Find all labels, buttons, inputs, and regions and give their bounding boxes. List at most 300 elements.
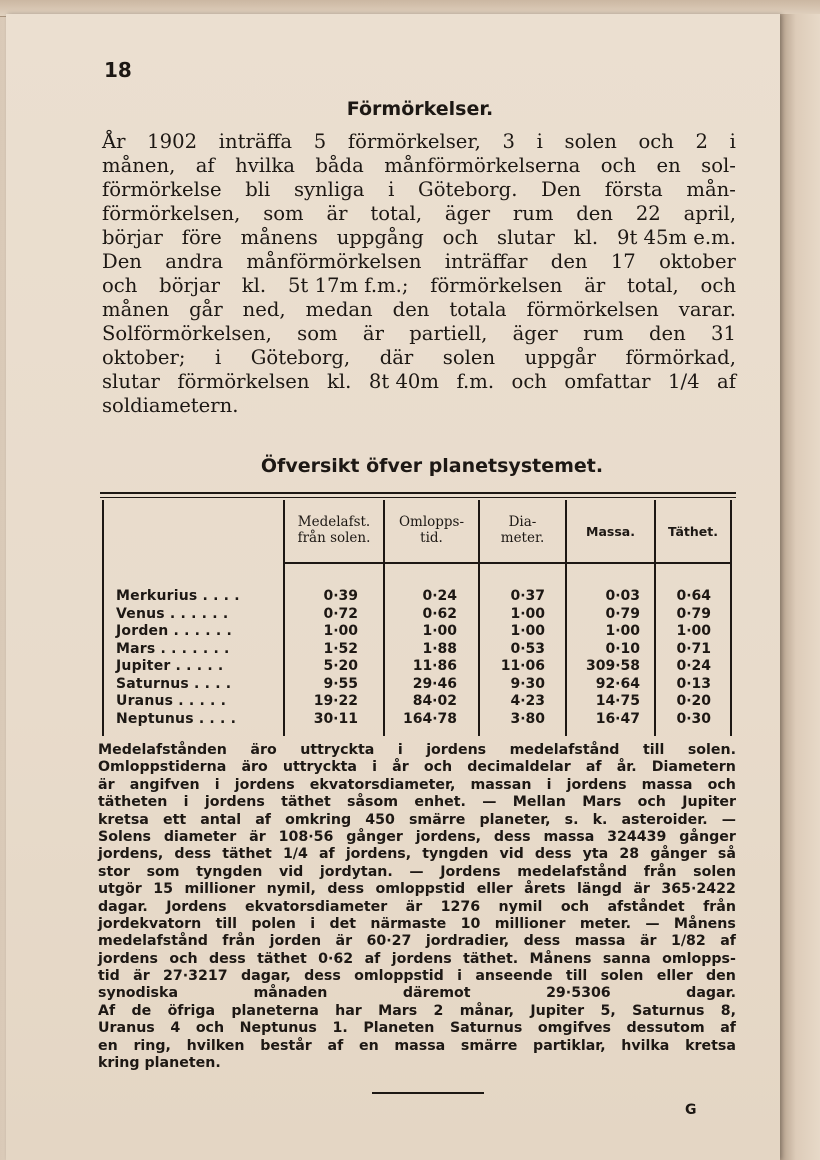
planet-name: Mars . . . . . . . [116,640,230,657]
word: börjar [102,226,163,249]
word: Jupiter [530,1002,585,1019]
word: år. [616,759,637,776]
word: dess [209,950,246,967]
word: jordens [391,950,452,967]
word: Göteborg. [418,178,518,201]
eclipses-line [102,274,736,298]
table-cell: 0·13 [676,675,711,692]
column-header [567,524,654,540]
word: eller [476,881,513,898]
word: och [638,130,674,153]
word: i [372,759,378,776]
word: är [326,202,348,225]
word: dagar. [98,898,148,915]
table-cell: 4·23 [510,693,545,709]
word: jordens [98,950,158,967]
eclipses-line [102,130,736,154]
word: eller [656,968,693,985]
word: jordekvatorn [98,915,202,932]
word: synliga [293,178,365,201]
notes-line [98,1055,736,1072]
word: månaden [253,985,328,1002]
word: täthet [222,846,272,863]
word: har [335,1002,362,1019]
word: massan [470,776,532,793]
word: 1/4 [282,846,308,863]
table-cell: 0·62 [422,605,457,622]
word: uttryckta [300,742,375,758]
word: gånger [679,828,736,845]
column-header [480,514,565,546]
word: består [260,1037,312,1054]
word: yta [582,846,609,863]
word: går [189,298,223,321]
table-cell: 9·30 [510,675,545,692]
word: antal [200,811,242,828]
next-page-edge [779,14,820,1160]
table-cell: 9·55 [323,675,358,692]
eclipses-line [102,322,736,346]
word: f.m. [456,370,495,393]
word: till [215,915,238,932]
word: Mars [378,1002,418,1019]
eclipses-paragraph [102,130,736,418]
table-cell: 92·64 [595,675,640,692]
word: enhet. [414,794,466,811]
word: kretsa [98,811,149,828]
word: anseende [475,968,553,985]
word: i [214,346,222,369]
word: Mellan [512,794,566,811]
table-cell: 1·00 [510,623,545,639]
word: Af [98,1002,116,1019]
word: i [214,776,220,793]
notes-line [98,881,736,898]
table-right-border [730,500,732,736]
word: och [102,274,138,297]
word: 1/82 [670,933,706,950]
word: öfriga [167,1002,216,1019]
column-header-text: från solen. [297,530,371,546]
word: år [392,759,409,776]
word: kl. [327,370,352,393]
word: 324439 [607,828,667,845]
word: är [639,933,657,950]
word: 27·3217 [163,968,228,985]
word: jordradier, [425,933,510,950]
word: längd [577,881,622,898]
word: uttryckta [282,759,358,776]
planet-name: Jorden . . . . . . [116,623,232,639]
word: Mars [582,794,622,811]
word: af [195,154,215,177]
table-cell: 309·58 [585,658,640,674]
word: — [721,811,736,828]
word: i [183,794,189,811]
word: 2 [433,1002,444,1019]
word: 17 [610,250,636,273]
word: — [482,794,497,811]
word: Saturnus [449,1020,523,1037]
notes-line [98,899,736,916]
word: och [637,794,666,811]
word: vid [279,863,304,880]
word: äger [512,322,558,345]
word: den [706,968,736,985]
word: angifven [129,776,200,793]
word: är [584,274,606,297]
word: den [576,202,614,225]
word: är [98,776,115,793]
column-header-text: meter. [500,530,545,546]
word: den [392,298,430,321]
word: omloppstid [375,881,466,898]
word: och [442,226,479,249]
word: är [133,968,150,985]
word: massa [641,776,693,793]
word: i [388,178,395,201]
word: som [146,863,180,880]
word: millioner [494,915,566,932]
word: och [700,274,736,297]
word: Jupiter [682,794,736,811]
word: bli [245,178,271,201]
notes-line [98,1020,736,1037]
table-cell: 0·30 [676,710,711,727]
column-header-text: Dia- [508,514,537,530]
word: 365·2422 [661,881,736,898]
word: i [457,968,462,985]
table-cell: 0·37 [510,588,545,604]
word: dess [493,828,531,845]
word: massa [574,933,626,950]
word: dess [534,846,572,863]
word: de [131,1002,152,1019]
word: täthet [281,794,331,811]
word: månar, [459,1002,515,1019]
word: Planeten [363,1020,435,1037]
table-top-rule-thin [100,497,736,498]
eclipses-line [102,250,736,274]
word: af [720,1020,736,1037]
word: en [358,1037,379,1054]
word: är [362,322,384,345]
word: som [263,202,304,225]
word: till [642,742,665,758]
word: 1/4 [668,370,700,393]
word: stor [98,863,130,880]
word: meter. [579,915,631,932]
eclipses-line [102,370,736,394]
word: rum [512,202,554,225]
word: förmörkad, [625,346,736,369]
word: Jordens [166,898,227,915]
word: 450 [365,811,395,828]
word: massa [394,1037,446,1054]
table-left-border [102,500,104,736]
word: förmörkelsen, [102,202,241,225]
word: äro [250,742,277,758]
word: 31 [710,322,736,345]
word: förmörkelser, [347,130,481,153]
word: till [565,968,588,985]
word: 9t 45m e.m. [616,226,736,249]
word: Göteborg, [250,346,351,369]
table-cell: 0·20 [676,693,711,709]
word: slutar [102,370,160,393]
word: jordens [426,742,487,758]
word: diameter [163,828,237,845]
word: dessutom [626,1020,705,1037]
word: nymil [498,898,543,915]
word: synodiska [98,985,179,1002]
table-cell: 1·88 [422,640,457,657]
word: och [169,950,198,967]
table-cell: 3·80 [510,710,545,727]
table-cell: 164·78 [402,710,457,727]
word: 15 [153,881,174,898]
table-cell: 0·39 [323,588,358,604]
word: sanna [602,950,651,967]
word: Månens [529,950,592,967]
word: vid [499,846,524,863]
word: förmörkelse [102,178,222,201]
word: planeten. [144,1055,221,1072]
word: medelafstånd [98,933,208,950]
word: hvilken [186,1037,245,1054]
word: ekvatorsdiameter [245,898,388,915]
table-top-rule [100,492,736,494]
word: total, [370,202,423,225]
table-cell: 0·24 [676,658,711,674]
end-rule [372,1092,484,1094]
notes-line [98,812,736,829]
table-cell: 1·00 [323,623,358,639]
table-cell: 1·00 [605,623,640,639]
notes-line [98,777,736,794]
word: slutar [496,226,555,249]
word: varar. [678,298,736,321]
word: af [720,933,736,950]
word: förmörkelsen [177,370,310,393]
word: och [423,759,453,776]
word: i [546,776,552,793]
word: 3 [502,130,515,153]
word: jordens [234,776,295,793]
word: utgör [98,881,142,898]
signature-mark: G [685,1102,697,1118]
word: jordens [566,776,627,793]
word: nymil, [266,881,316,898]
word: Neptunus [239,1020,317,1037]
planet-name: Saturnus . . . . [116,675,232,692]
word: före [181,226,222,249]
word: och [600,154,637,177]
word: solen. [687,742,736,758]
notes-line [98,985,736,1002]
word: en [656,154,681,177]
eclipses-line [102,154,736,178]
word: gånger [346,828,403,845]
column-header [285,514,383,546]
word: tätheten [98,794,168,811]
word: börjar [159,274,221,297]
planet-name: Jupiter . . . . . [116,658,224,674]
word: är [249,828,266,845]
word: afståndet [607,898,685,915]
word: decimaldelar [467,759,571,776]
word: s. [564,811,579,828]
table-cell: 29·46 [412,675,457,692]
word: planeter, [479,811,551,828]
word: närmaste [370,915,447,932]
word: jordens [204,794,265,811]
word: inträffa [218,130,293,153]
word: medelafstånd [509,742,620,758]
word: af [717,370,736,393]
table-cell: 0·53 [510,640,545,657]
eclipses-line [102,394,736,418]
notes-line [98,742,736,759]
word: inträffar [444,250,528,273]
word: af [318,846,335,863]
table-cell: 19·22 [313,693,358,709]
word: dess [523,933,561,950]
table-cell: 14·75 [595,693,640,709]
table-cell: 30·11 [313,710,358,727]
word: 22 [635,202,661,225]
word: Solens [98,828,151,845]
word: massa [543,828,595,845]
word: är [335,933,353,950]
table-cell: 0·10 [605,640,640,657]
table-cell: 0·64 [676,588,711,604]
table-cell: 1·00 [510,605,545,622]
table-cell: 1·52 [323,640,358,657]
word: i [397,742,403,758]
word: båda [315,154,364,177]
table-cell: 0·03 [605,588,640,604]
word: k. [592,811,608,828]
word: medan [305,298,373,321]
word: 10 [460,915,481,932]
word: oktober; [102,346,186,369]
word: ekvatorsdiameter, [309,776,456,793]
word: tid [98,968,120,985]
word: den [550,250,588,273]
word: 5 [313,130,327,153]
word: soldiametern. [102,394,239,417]
word: 8t 40m [368,370,439,393]
word: jorden [269,933,322,950]
word: Uranus [98,1020,155,1037]
word: månförmörkelsen [246,250,422,273]
table-cell: 5·20 [323,658,358,674]
word: jordens, [345,846,412,863]
word: partiell, [409,322,488,345]
word: 1276 [440,898,481,915]
word: gånger [650,846,707,863]
table-header-rule [285,562,730,564]
word: 5, [600,1002,616,1019]
eclipses-line [102,178,736,202]
word: och [511,370,547,393]
word: total, [627,274,679,297]
word: Diametern [651,759,736,776]
planet-name: Neptunus . . . . [116,710,237,727]
word: Jordens [440,863,501,880]
word: kl. [241,274,267,297]
notes-line [98,759,736,776]
table-cell: 0·79 [676,605,711,622]
word: Den [541,178,582,201]
table-cell: 0·79 [605,605,640,622]
word: tyngden [196,863,263,880]
word: millioner [184,881,256,898]
notes-line [98,968,736,985]
column-header-text: Medelafst. [297,514,371,530]
word: det [329,915,357,932]
word: polen [251,915,296,932]
word: är [633,881,650,898]
eclipses-line [102,298,736,322]
page-number: 18 [104,58,132,82]
table-cell: 11·86 [412,658,457,674]
word: i [729,130,736,153]
word: och [195,1020,225,1037]
word: första [604,178,663,201]
word: sol- [701,154,736,177]
word: månens [240,226,318,249]
notes-line [98,951,736,968]
word: där [379,346,414,369]
word: smärre [460,1037,518,1054]
word: ett [162,811,187,828]
word: dess [304,968,341,985]
word: årets [524,881,566,898]
table-cell: 1·00 [676,623,711,639]
word: omloppstid [354,968,444,985]
word: tyngden [422,846,489,863]
word: Saturnus [632,1002,705,1019]
notes-line [98,916,736,933]
word: kretsa [685,1037,736,1054]
eclipses-line [102,226,736,250]
word: så [717,846,736,863]
word: omkring [285,811,352,828]
word: af [364,950,381,967]
word: täthet. [463,950,519,967]
word: Månens [673,915,736,932]
word: i [310,915,316,932]
word: 1902 [147,130,198,153]
word: hvilka [621,1037,670,1054]
word: och [560,898,590,915]
word: dess [174,846,212,863]
word: solen [600,968,644,985]
word: månen, [102,154,176,177]
word: solen [564,130,617,153]
table-cell: 84·02 [412,693,457,709]
planet-name: Uranus . . . . . [116,693,227,709]
word: däremot [402,985,471,1002]
word: täthet [257,950,307,967]
word: uppgår [524,346,596,369]
notes-line [98,1038,736,1055]
word: dess [327,881,365,898]
word: dagar, [241,968,291,985]
word: 1. [332,1020,348,1037]
